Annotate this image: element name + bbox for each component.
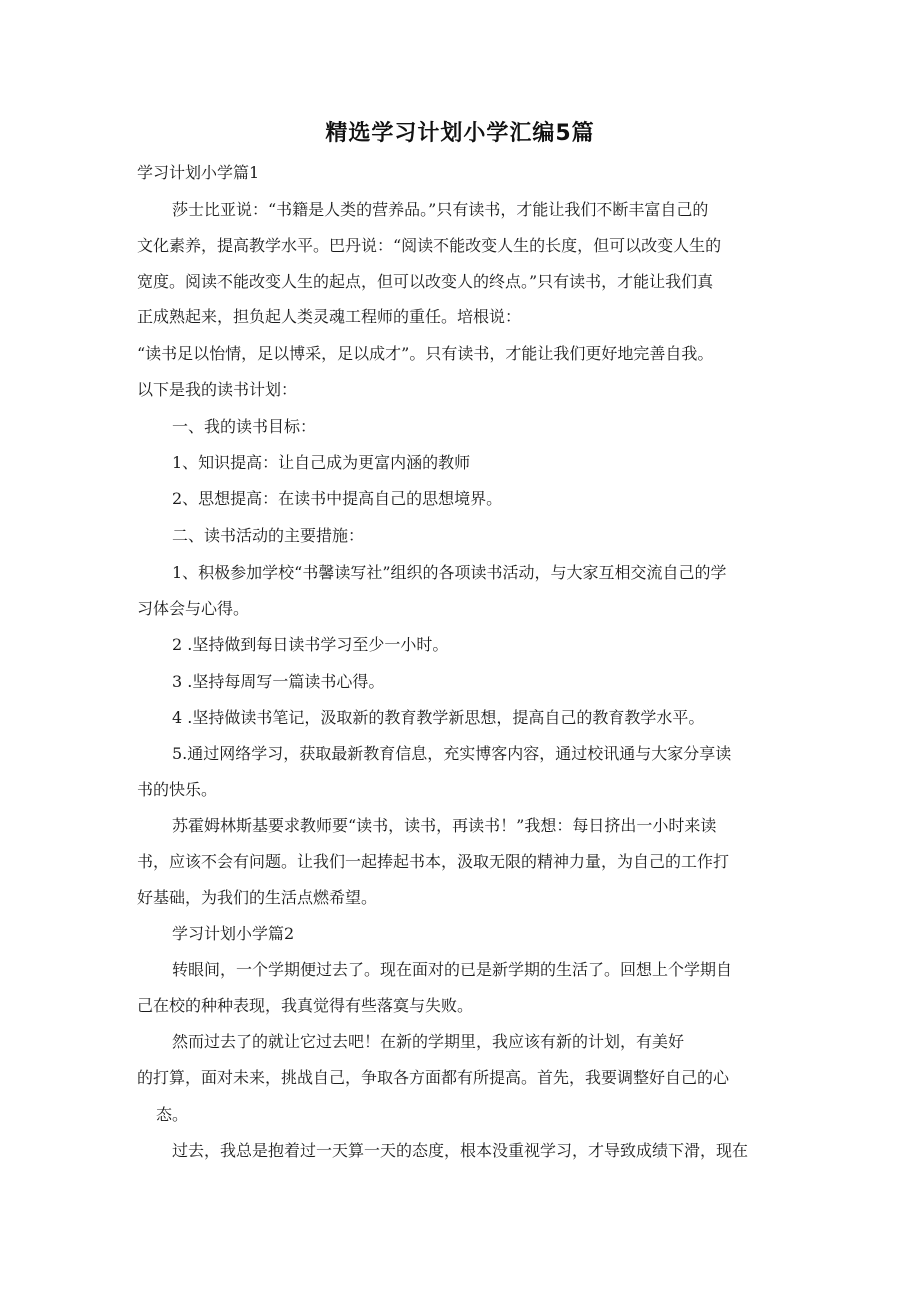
text-line: 5.通过网络学习，获取最新教育信息，充实博客内容，通过校讯通与大家分享读	[172, 744, 732, 763]
text-line: 二、读书活动的主要措施：	[172, 526, 365, 545]
text-line: 4 .坚持做读书笔记，汲取新的教育教学新思想，提高自己的教育教学水平。	[172, 708, 705, 727]
document-title: 精选学习计划小学汇编5篇	[325, 121, 595, 146]
text-line: 过去，我总是抱着过一天算一天的态度，根本没重视学习，才导致成绩下滑，现在	[172, 1141, 749, 1160]
text-line: 习体会与心得。	[137, 599, 250, 618]
text-line: 转眼间，一个学期便过去了。现在面对的已是新学期的生活了。回想上个学期自	[172, 960, 733, 979]
text-line: 宽度。阅读不能改变人生的起点，但可以改变人的终点。”只有读书，才能让我们真	[137, 272, 714, 291]
text-line: 好基础，为我们的生活点燃希望。	[137, 888, 378, 907]
text-line: 学习计划小学篇1	[137, 163, 260, 182]
text-line: 书，应该不会有问题。让我们一起捧起书本，汲取无限的精神力量，为自己的工作打	[137, 852, 730, 871]
text-line: 2、思想提高：在读书中提高自己的思想境界。	[172, 489, 503, 508]
text-line: 1、积极参加学校“书馨读写社”组织的各项读书活动，与大家互相交流自己的学	[172, 563, 727, 582]
text-line: 3 .坚持每周写一篇读书心得。	[172, 672, 385, 691]
text-line: “读书足以怡情，足以博采，足以成才”。只有读书，才能让我们更好地完善自我。	[137, 344, 714, 363]
text-line: 然而过去了的就让它过去吧！在新的学期里，我应该有新的计划，有美好	[172, 1032, 685, 1051]
text-line: 学习计划小学篇2	[172, 924, 295, 943]
text-line: 的打算，面对未来，挑战自己，争取各方面都有所提高。首先，我要调整好自己的心	[137, 1068, 730, 1087]
text-line: 2 .坚持做到每日读书学习至少一小时。	[172, 635, 449, 654]
text-line: 以下是我的读书计划：	[137, 380, 298, 399]
text-line: 己在校的种种表现，我真觉得有些落寞与失败。	[137, 996, 474, 1015]
text-line: 文化素养，提高教学水平。巴丹说：“阅读不能改变人生的长度，但可以改变人生的	[137, 236, 722, 255]
text-line: 苏霍姆林斯基要求教师要“读书，读书，再读书！”我想：每日挤出一小时来读	[172, 816, 717, 835]
text-line: 正成熟起来，担负起人类灵魂工程师的重任。培根说：	[137, 307, 522, 326]
text-line: 莎士比亚说：“书籍是人类的营养品。”只有读书，才能让我们不断丰富自己的	[172, 200, 709, 219]
text-line: 书的快乐。	[137, 780, 218, 799]
text-line: 态。	[156, 1105, 189, 1124]
text-line: 一、我的读书目标：	[172, 417, 317, 436]
text-line: 1、知识提高：让自己成为更富内涵的教师	[172, 453, 471, 472]
